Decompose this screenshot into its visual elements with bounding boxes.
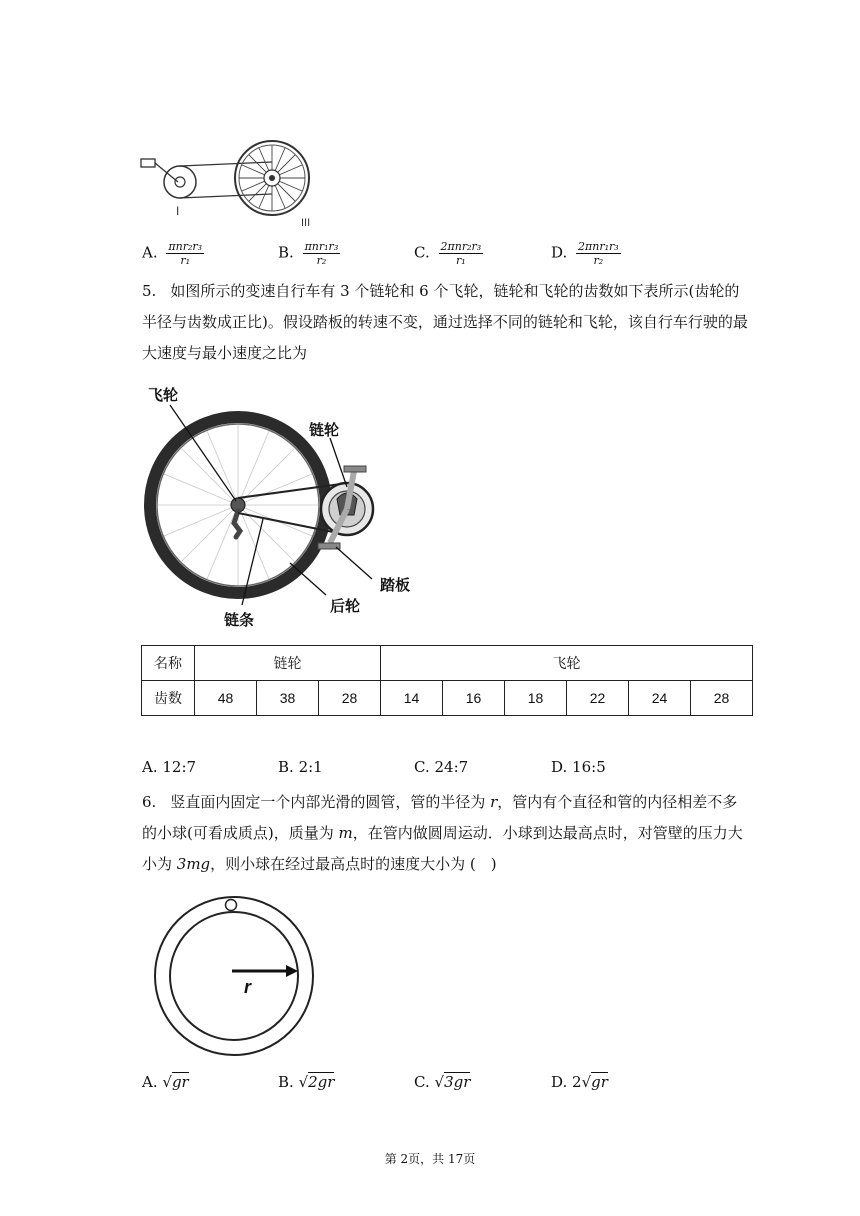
q4-option-b-fraction: $\frac{\text{πnr₁r₃}}{\text{r₂}}$ — [304, 240, 339, 267]
q5-label-rear-wheel: 后轮 — [330, 598, 361, 615]
sqrt-icon: √ — [581, 1073, 592, 1091]
q5-stem: 如图所示的变速自行车有 3 个链轮和 6 个飞轮，链轮和飞轮的齿数如下表所示(齿轮的半径与齿数成正比)。假设踏板的转速不变，通过选择不同的链轮和飞轮，该自行车行驶的最大速度与最小速度之比为 — [142, 282, 748, 362]
table-cell: 28 — [691, 681, 753, 716]
q4-option-d-fraction: $\frac{\text{2πnr₁r₃}}{\text{r₂}}$ — [578, 240, 619, 267]
table-header-name: 名称 — [142, 646, 195, 681]
q4-option-a-fraction: $\frac{\text{πnr₂r₃}}{\text{r₁}}$ — [168, 240, 203, 267]
q4-label-wheel: III — [301, 217, 311, 228]
table-cell: 28 — [319, 681, 381, 716]
sqrt-icon: √ — [434, 1073, 445, 1091]
q6-option-a[interactable]: A. √gr — [142, 1073, 189, 1091]
q4-label-pedal: I — [176, 204, 180, 218]
table-cell: 38 — [257, 681, 319, 716]
table-row — [142, 681, 753, 716]
page-footer: 第 2页，共 17页 — [384, 1152, 476, 1166]
q5-label-freewheel: 飞轮 — [148, 387, 179, 404]
q5-label-chainring: 链轮 — [309, 422, 340, 439]
q6-tube-figure — [152, 893, 322, 1063]
q4-bicycle-figure — [138, 136, 318, 228]
q5-option-d[interactable]: D. 16:5 — [551, 758, 606, 776]
sqrt-icon: √ — [162, 1073, 172, 1091]
q4-option-a[interactable]: A. $\frac{\text{πnr₂r₃}}{\text{r₁}}$ — [142, 240, 203, 267]
q4-option-b[interactable]: B. $\frac{\text{πnr₁r₃}}{\text{r₂}}$ — [278, 240, 339, 267]
q5-label-chain: 链条 — [224, 612, 255, 629]
q5-bicycle-figure — [140, 383, 430, 633]
q5-question-text — [142, 276, 750, 369]
table-cell: 22 — [567, 681, 629, 716]
table-header-chainring: 链轮 — [195, 646, 381, 681]
q6-option-c[interactable]: C. √3gr — [414, 1073, 471, 1091]
table-cell: 48 — [195, 681, 257, 716]
q6-number: 6. — [142, 793, 157, 811]
q5-number: 5. — [142, 282, 157, 300]
q4-option-d[interactable]: D. $\frac{\text{2πnr₁r₃}}{\text{r₂}}$ — [551, 240, 619, 267]
table-cell: 16 — [443, 681, 505, 716]
table-row — [142, 646, 753, 681]
q4-option-c[interactable]: C. $\frac{\text{2πnr₂r₃}}{\text{r₁}}$ — [414, 240, 482, 267]
sqrt-icon: √ — [298, 1073, 309, 1091]
table-header-freewheel: 飞轮 — [381, 646, 753, 681]
q5-option-c[interactable]: C. 24:7 — [414, 758, 469, 776]
table-cell: 18 — [505, 681, 567, 716]
table-row-label: 齿数 — [142, 681, 195, 716]
q5-gear-table — [141, 645, 753, 716]
q6-option-d[interactable]: D. 2√gr — [551, 1073, 608, 1091]
q6-option-b[interactable]: B. √2gr — [278, 1073, 335, 1091]
q4-option-c-fraction: $\frac{\text{2πnr₂r₃}}{\text{r₁}}$ — [440, 240, 482, 267]
table-cell: 14 — [381, 681, 443, 716]
q6-question-text: 6. 竖直面内固定一个内部光滑的圆管，管的半径为 r，管内有个直径和管的内径相差不多的小球(可看成质点)，质量为 m，在管内做圆周运动．小球到达最高点时，对管壁的压力大小为 3mg，则小球在经过最高点时的速度大小为 ( ) — [142, 793, 743, 873]
table-cell: 24 — [629, 681, 691, 716]
q6-label-radius: r — [244, 977, 252, 997]
q5-option-b[interactable]: B. 2:1 — [278, 758, 323, 776]
q5-label-pedal: 踏板 — [380, 577, 411, 594]
q5-option-a[interactable]: A. 12:7 — [142, 758, 197, 776]
